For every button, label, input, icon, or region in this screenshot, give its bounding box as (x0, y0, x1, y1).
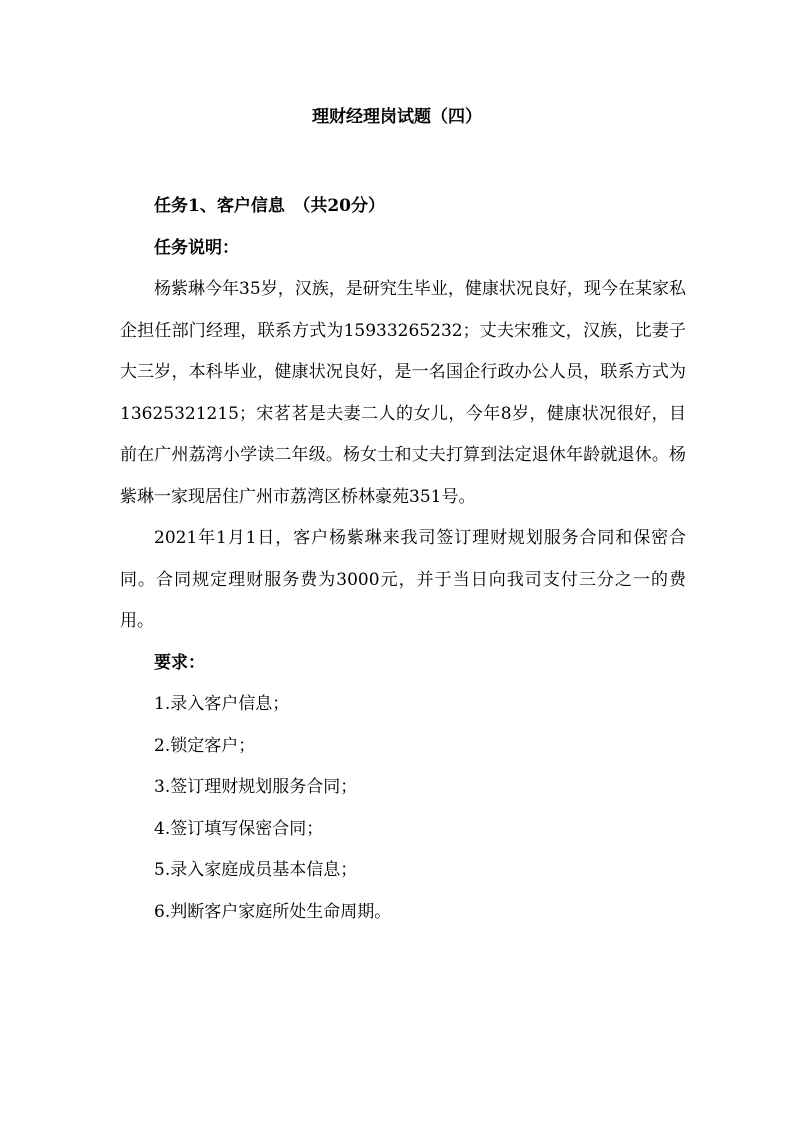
requirement-item: 6.判断客户家庭所处生命周期。 (154, 901, 392, 922)
requirements-label: 要求： (154, 652, 205, 673)
contract-paragraph: 2021年1月1日，客户杨紫琳来我司签订理财规划服务合同和保密合同。合同规定理财服务费为3000元，并于当日向我司支付三分之一的费用。 (120, 528, 686, 631)
client-info-paragraph: 杨紫琳今年35岁，汉族，是研究生毕业，健康状况良好，现今在某家私企担任部门经理，联系方式为15933265232；丈夫宋雅文，汉族，比妻子大三岁，本科毕业，健康状况良好，是一名国企行政办公人员，联系方式为13625321215；宋茗茗是夫妻二人的女儿，今年8岁，健康状况很好，目前在广州荔湾小学读二年级。杨女士和丈夫打算到法定退休年龄就退休。杨紫琳一家现居住广州市荔湾区桥林豪苑351号。 (120, 279, 686, 507)
task-heading: 任务1、客户信息 （共20分） (154, 196, 385, 216)
requirement-item: 2.锁定客户； (154, 735, 256, 756)
document-body (120, 186, 686, 933)
task-description-label: 任务说明： (154, 237, 239, 258)
page-title: 理财经理岗试题（四） (312, 107, 482, 127)
requirement-item: 3.签订理财规划服务合同； (154, 777, 358, 797)
requirement-item: 4.签订填写保密合同； (154, 818, 324, 839)
requirement-item: 1.录入客户信息； (154, 694, 290, 714)
requirement-item: 5.录入家庭成员基本信息； (154, 860, 358, 880)
